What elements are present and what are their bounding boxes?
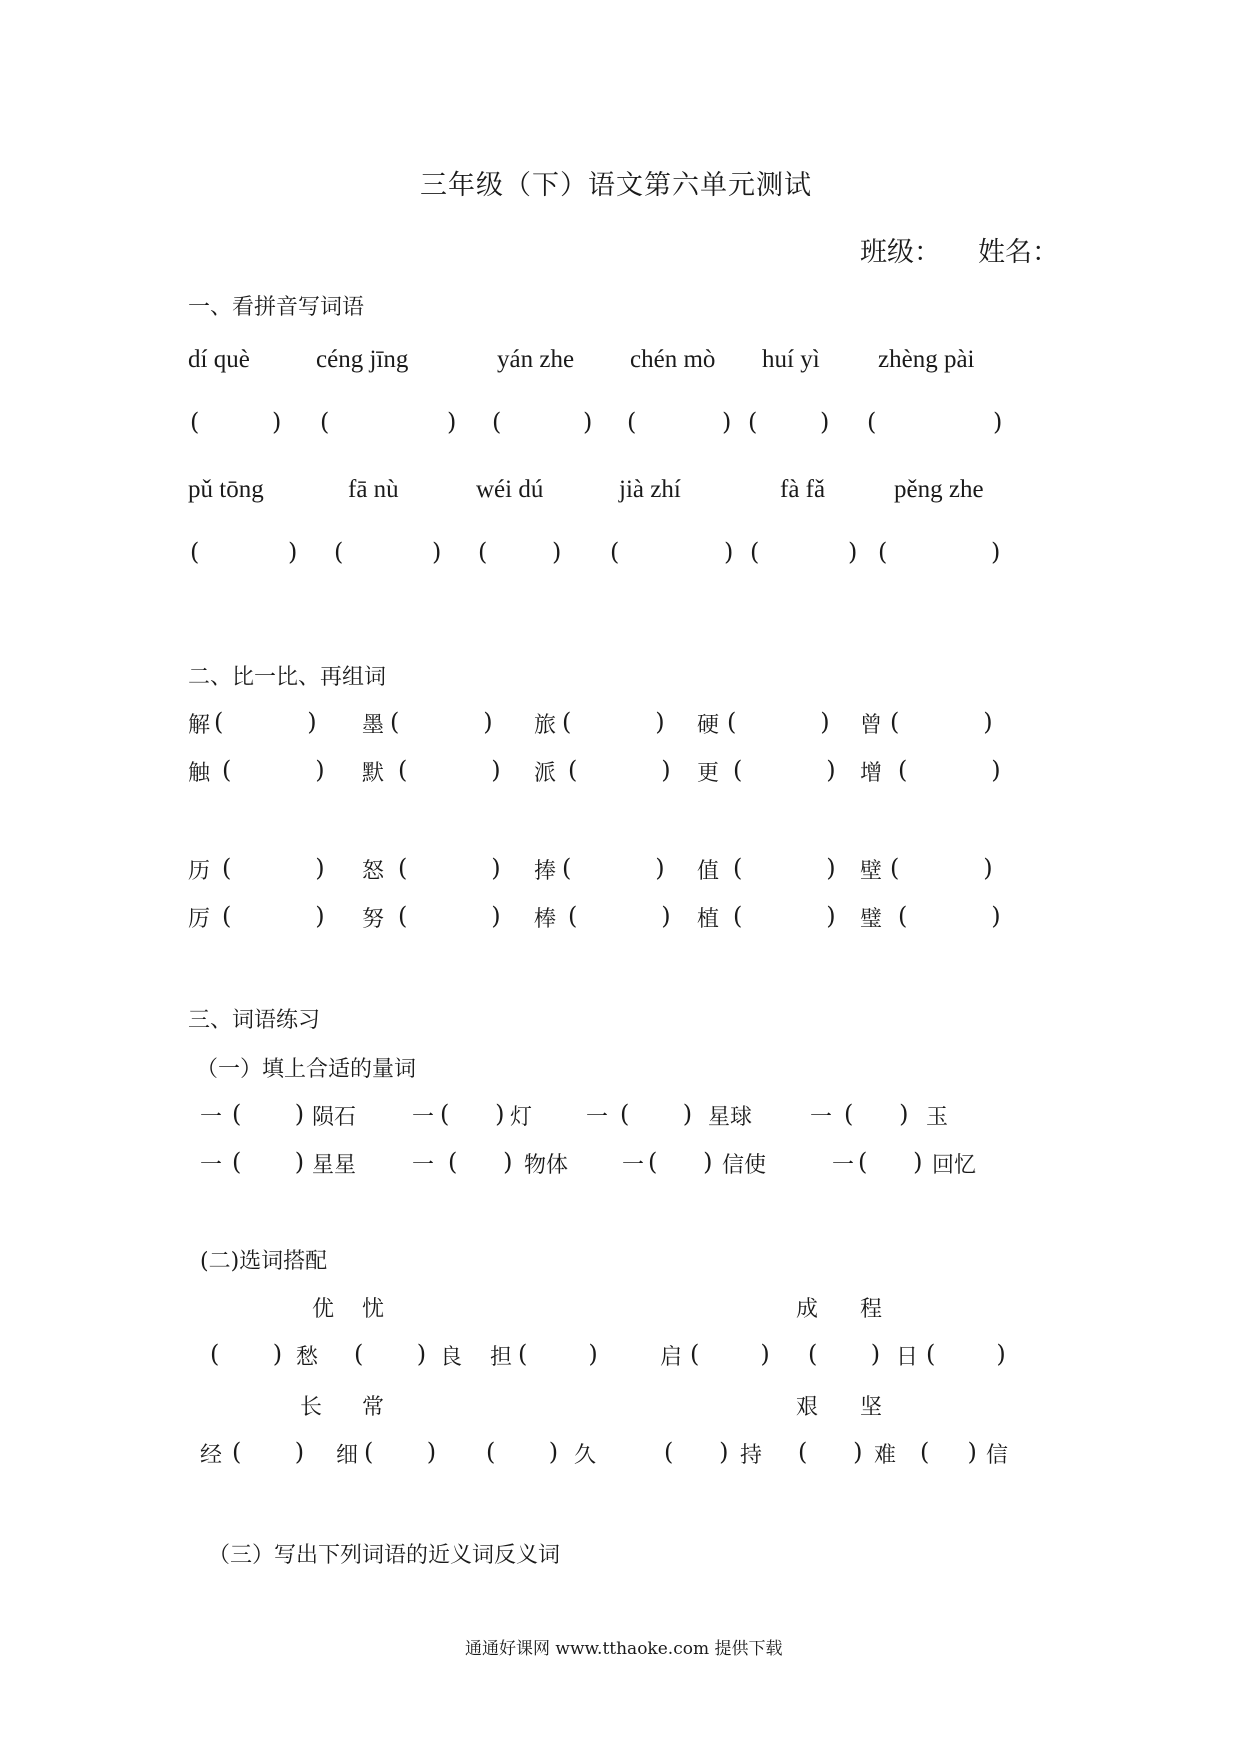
match-char: 良 (440, 1345, 463, 1370)
answer-blank-open: ( (320, 408, 330, 436)
answer-blank-open: ( (190, 408, 200, 436)
answer-blank: ( ) (210, 1340, 283, 1368)
answer-blank: ( ) (664, 1438, 729, 1466)
answer-blank: ( ) (232, 1100, 305, 1128)
answer-blank: ( ) (440, 1100, 505, 1128)
choice-char: 长 (300, 1395, 323, 1420)
match-char: 经 (200, 1443, 223, 1468)
class-label: 班级： (860, 237, 941, 268)
answer-blank: ( ) (620, 1100, 693, 1128)
match-char: 担 (490, 1345, 513, 1370)
compare-char: 旅 (534, 713, 557, 738)
answer-blank-open: ( (627, 408, 637, 436)
measure-prefix: 一 (412, 1105, 435, 1130)
answer-blank: ( ) (890, 708, 993, 736)
choice-char: 艰 (796, 1395, 819, 1420)
section-1-heading: 一、看拼音写词语 (188, 295, 365, 320)
answer-blank-open: ( (478, 538, 488, 566)
answer-blank: ( ) (364, 1438, 437, 1466)
answer-blank: ( ) (222, 756, 325, 784)
compare-char: 墨 (362, 713, 385, 738)
answer-blank: ( ) (898, 756, 1001, 784)
compare-char: 璧 (860, 907, 883, 932)
answer-blank-open: ( (190, 538, 200, 566)
measure-prefix: 一 (832, 1153, 855, 1178)
answer-blank: ( ) (232, 1438, 305, 1466)
choice-char: 成 (796, 1297, 819, 1322)
answer-blank-open: ( (334, 538, 344, 566)
page-title: 三年级（下）语文第六单元测试 (420, 170, 812, 201)
answer-blank: ( ) (214, 708, 317, 736)
compare-char: 增 (860, 761, 883, 786)
compare-char: 厉 (188, 907, 211, 932)
subsection-2-heading: (二)选词搭配 (200, 1249, 328, 1274)
pinyin-item: zhèng pài (878, 346, 975, 373)
answer-blank-close: ) (820, 408, 830, 436)
pinyin-item: dí què (188, 346, 250, 373)
answer-blank: ( ) (398, 902, 501, 930)
subsection-3-heading: （三）写出下列词语的近义词反义词 (208, 1543, 561, 1568)
match-char: 信 (986, 1443, 1009, 1468)
match-char: 细 (336, 1443, 359, 1468)
answer-blank: ( ) (733, 756, 836, 784)
match-char: 愁 (296, 1345, 319, 1370)
answer-blank: ( ) (568, 902, 671, 930)
answer-blank-close: ) (552, 538, 562, 566)
answer-blank: ( ) (926, 1340, 1006, 1368)
pinyin-item: pěng zhe (894, 476, 984, 503)
answer-blank: ( ) (232, 1148, 305, 1176)
answer-blank: ( ) (486, 1438, 559, 1466)
answer-blank-close: ) (272, 408, 282, 436)
pinyin-item: wéi dú (476, 476, 544, 503)
choice-char: 优 (312, 1297, 335, 1322)
answer-blank: ( ) (844, 1100, 909, 1128)
answer-blank: ( ) (354, 1340, 427, 1368)
answer-blank: ( ) (222, 902, 325, 930)
choice-char: 坚 (860, 1395, 883, 1420)
answer-blank: ( ) (733, 902, 836, 930)
answer-blank-open: ( (750, 538, 760, 566)
answer-blank: ( ) (222, 854, 325, 882)
answer-blank: ( ) (398, 854, 501, 882)
measure-prefix: 一 (810, 1105, 833, 1130)
answer-blank-close: ) (993, 408, 1003, 436)
measure-noun: 灯 (510, 1105, 533, 1130)
answer-blank-open: ( (492, 408, 502, 436)
pinyin-item: huí yì (762, 346, 820, 373)
measure-noun: 信使 (722, 1153, 767, 1178)
answer-blank: ( ) (390, 708, 493, 736)
compare-char: 怒 (362, 859, 385, 884)
measure-noun: 回忆 (932, 1153, 977, 1178)
compare-char: 曾 (860, 713, 883, 738)
measure-noun: 物体 (524, 1153, 569, 1178)
choice-char: 程 (860, 1297, 883, 1322)
answer-blank: ( ) (518, 1340, 598, 1368)
pinyin-item: chén mò (630, 346, 716, 373)
answer-blank: ( ) (808, 1340, 881, 1368)
answer-blank-close: ) (447, 408, 457, 436)
compare-char: 更 (697, 761, 720, 786)
answer-blank: ( ) (727, 708, 830, 736)
answer-blank: ( ) (733, 854, 836, 882)
compare-char: 值 (697, 859, 720, 884)
answer-blank: ( ) (858, 1148, 923, 1176)
match-char: 久 (574, 1443, 597, 1468)
compare-char: 派 (534, 761, 557, 786)
answer-blank: ( ) (562, 854, 665, 882)
answer-blank-close: ) (288, 538, 298, 566)
pinyin-item: pǔ tōng (188, 476, 264, 503)
answer-blank-open: ( (748, 408, 758, 436)
measure-prefix: 一 (412, 1153, 435, 1178)
match-char: 日 (896, 1345, 919, 1370)
measure-prefix: 一 (200, 1105, 223, 1130)
answer-blank: ( ) (568, 756, 671, 784)
answer-blank-close: ) (432, 538, 442, 566)
subsection-1-heading: （一）填上合适的量词 (196, 1057, 417, 1082)
answer-blank-close: ) (848, 538, 858, 566)
answer-blank: ( ) (448, 1148, 513, 1176)
answer-blank-close: ) (724, 538, 734, 566)
pinyin-item: fā nù (348, 476, 399, 503)
answer-blank: ( ) (798, 1438, 863, 1466)
compare-char: 植 (697, 907, 720, 932)
choice-char: 忧 (362, 1297, 385, 1322)
answer-blank-open: ( (610, 538, 620, 566)
compare-char: 历 (188, 859, 211, 884)
compare-char: 努 (362, 907, 385, 932)
measure-prefix: 一 (200, 1153, 223, 1178)
compare-char: 捧 (534, 859, 557, 884)
compare-char: 默 (362, 761, 385, 786)
pinyin-item: céng jīng (316, 346, 409, 373)
answer-blank: ( ) (890, 854, 993, 882)
match-char: 难 (874, 1443, 897, 1468)
footer-text: 通通好课网 www.tthaoke.com 提供下载 (465, 1639, 783, 1659)
answer-blank-open: ( (867, 408, 877, 436)
pinyin-item: fà fǎ (780, 476, 826, 503)
measure-noun: 玉 (926, 1105, 949, 1130)
match-char: 持 (740, 1443, 763, 1468)
pinyin-item: yán zhe (497, 346, 575, 373)
answer-blank: ( ) (398, 756, 501, 784)
compare-char: 棒 (534, 907, 557, 932)
measure-noun: 星球 (708, 1105, 753, 1130)
match-char: 启 (660, 1345, 683, 1370)
compare-char: 硬 (697, 713, 720, 738)
measure-prefix: 一 (622, 1153, 645, 1178)
measure-noun: 陨石 (312, 1105, 357, 1130)
answer-blank: ( ) (898, 902, 1001, 930)
name-label: 姓名： (978, 237, 1059, 268)
answer-blank: ( ) (690, 1340, 770, 1368)
answer-blank: ( ) (920, 1438, 977, 1466)
answer-blank: ( ) (562, 708, 665, 736)
section-3-heading: 三、词语练习 (188, 1008, 321, 1033)
answer-blank-close: ) (991, 538, 1001, 566)
answer-blank-open: ( (878, 538, 888, 566)
answer-blank: ( ) (648, 1148, 713, 1176)
compare-char: 触 (188, 761, 211, 786)
compare-char: 壁 (860, 859, 883, 884)
measure-noun: 星星 (312, 1153, 357, 1178)
compare-char: 解 (188, 713, 211, 738)
measure-prefix: 一 (586, 1105, 609, 1130)
answer-blank-close: ) (722, 408, 732, 436)
choice-char: 常 (362, 1395, 385, 1420)
answer-blank-close: ) (583, 408, 593, 436)
section-2-heading: 二、比一比、再组词 (188, 665, 387, 690)
pinyin-item: jià zhí (619, 476, 681, 503)
